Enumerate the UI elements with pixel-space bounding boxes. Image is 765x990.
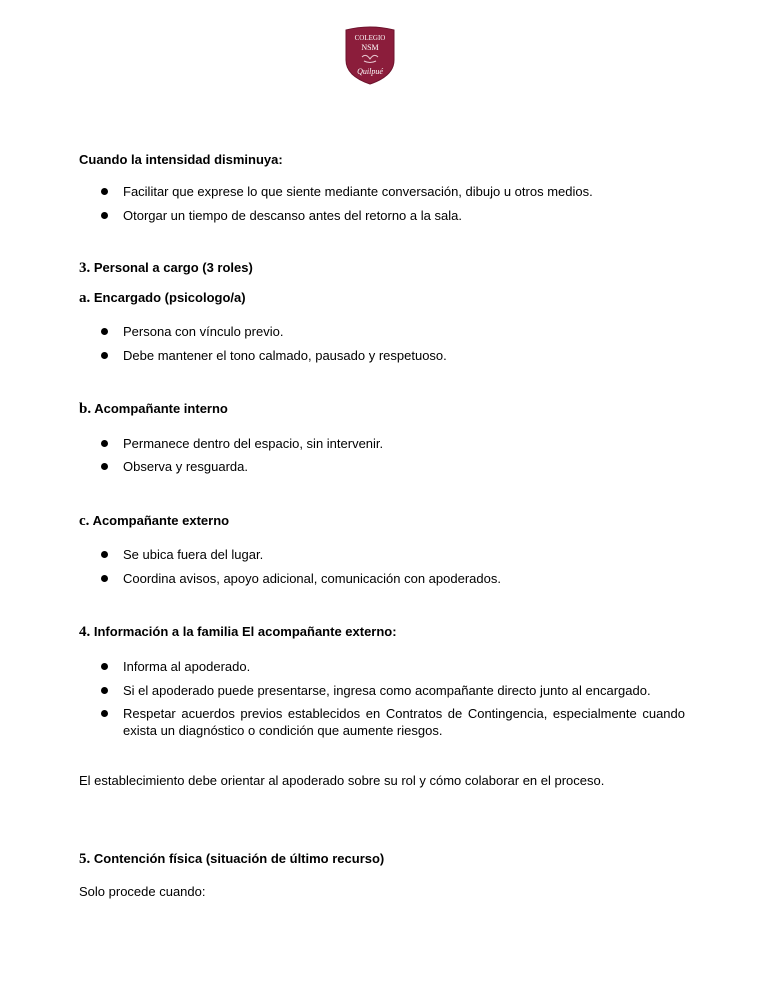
heading-cuando-intensidad: Cuando la intensidad disminuya: xyxy=(79,152,283,167)
section-number: c. xyxy=(79,513,90,529)
section-number: 4. xyxy=(79,624,91,640)
list-item: Permanece dentro del espacio, sin intervenir. xyxy=(79,435,685,452)
section-number: a. xyxy=(79,290,91,306)
section-number: 5. xyxy=(79,851,91,867)
list-informacion-familia xyxy=(79,658,685,739)
list-acompanante-externo xyxy=(79,546,685,587)
list-acompanante-interno xyxy=(79,435,685,475)
heading-section-5 xyxy=(79,851,685,867)
bullet-icon xyxy=(101,188,108,195)
list-cuando-intensidad xyxy=(79,183,685,224)
section-number: b. xyxy=(79,401,92,417)
bullet-icon xyxy=(101,687,108,694)
bullet-icon xyxy=(101,551,108,558)
list-item: Facilitar que exprese lo que siente mediante conversación, dibujo u otros medios. xyxy=(79,183,685,200)
heading-section-3 xyxy=(79,260,685,276)
logo-line-2: NSM xyxy=(361,43,379,52)
bullet-icon xyxy=(101,463,108,470)
bullet-icon xyxy=(101,440,108,447)
list-item: Coordina avisos, apoyo adicional, comunicación con apoderados. xyxy=(79,570,685,587)
section-title: Personal a cargo (3 roles) xyxy=(93,260,253,275)
section-title: Contención física (situación de último recurso) xyxy=(93,851,385,866)
paragraph-solo-procede: Solo procede cuando: xyxy=(79,884,206,899)
heading-section-4 xyxy=(79,624,685,640)
heading-section-3c xyxy=(79,513,685,529)
heading-section-3b xyxy=(79,401,685,417)
list-item: Observa y resguarda. xyxy=(79,458,685,475)
logo-line-3: Quilpué xyxy=(357,67,383,76)
logo-line-1: COLEGIO xyxy=(354,34,386,42)
section-title: Encargado (psicologo/a) xyxy=(93,290,246,305)
bullet-icon xyxy=(101,212,108,219)
section-title: Acompañante externo xyxy=(92,513,230,528)
section-title: Acompañante interno xyxy=(94,401,228,416)
bullet-icon xyxy=(101,710,108,717)
list-item: Respetar acuerdos previos establecidos en Contratos de Contingencia, especialmente cuando exista un diagnóstico o condición que aumente riesgos. xyxy=(79,705,685,739)
list-item: Informa al apoderado. xyxy=(79,658,685,675)
school-crest-logo-icon xyxy=(342,26,398,86)
list-encargado xyxy=(79,323,685,364)
section-title: Información a la familia El acompañante externo: xyxy=(93,624,397,639)
list-item: Persona con vínculo previo. xyxy=(79,323,685,340)
section-number: 3. xyxy=(79,260,91,276)
list-item: Se ubica fuera del lugar. xyxy=(79,546,685,563)
bullet-icon xyxy=(101,663,108,670)
list-item: Otorgar un tiempo de descanso antes del retorno a la sala. xyxy=(79,207,685,224)
heading-section-3a xyxy=(79,290,685,306)
bullet-icon xyxy=(101,328,108,335)
list-item: Si el apoderado puede presentarse, ingresa como acompañante directo junto al encargado. xyxy=(79,682,685,699)
school-crest-logo xyxy=(342,26,398,86)
list-item: Debe mantener el tono calmado, pausado y respetuoso. xyxy=(79,347,685,364)
paragraph-orientar-apoderado: El establecimiento debe orientar al apoderado sobre su rol y cómo colaborar en el proceso. xyxy=(79,773,605,788)
bullet-icon xyxy=(101,575,108,582)
bullet-icon xyxy=(101,352,108,359)
